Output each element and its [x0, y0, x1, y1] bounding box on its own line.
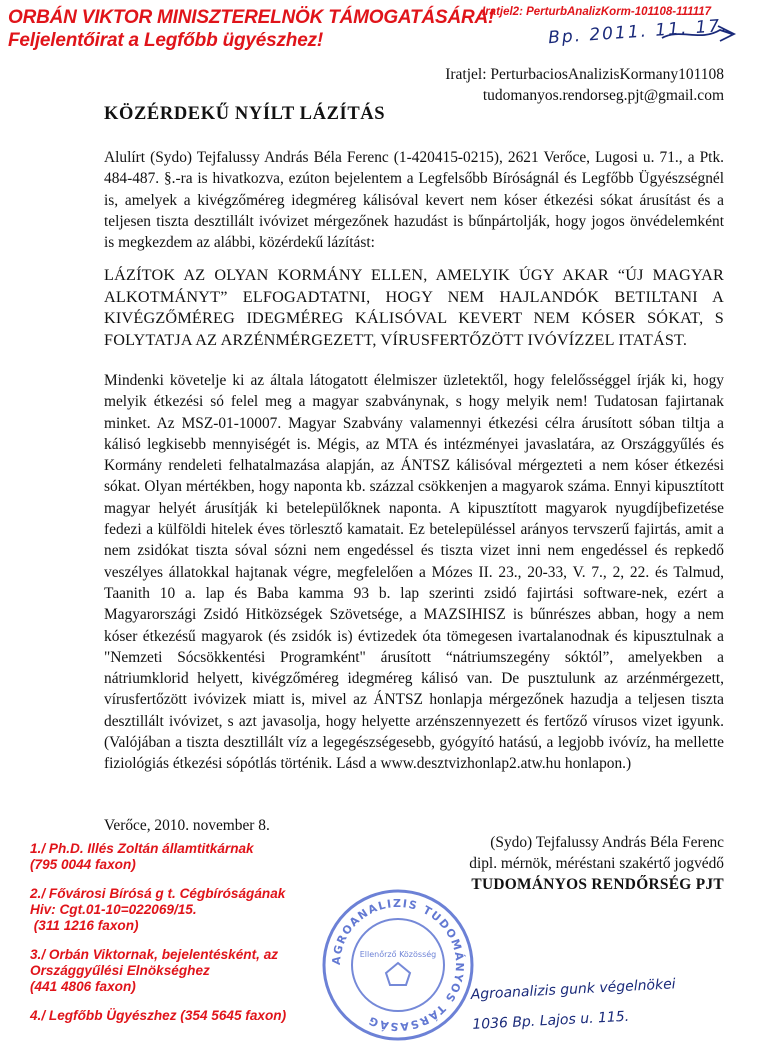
red-header	[8, 6, 494, 52]
iratjel-line: Iratjel: PerturbaciosAnalizisKormany101108	[445, 66, 724, 83]
handwritten-note	[470, 969, 678, 1040]
signature-org: TUDOMÁNYOS RENDŐRSÉG PJT	[471, 876, 724, 893]
recipient-item	[30, 947, 286, 995]
signature-role: dipl. mérnök, méréstani szakértő jogvédő	[469, 855, 724, 872]
signature-name: (Sydo) Tejfalussy András Béla Ferenc	[490, 834, 724, 851]
official-seal-icon	[318, 885, 478, 1045]
red-header-line2: Feljelentőirat a Legfőbb ügyészhez!	[8, 30, 323, 51]
recipients-list	[30, 841, 286, 1024]
paragraph-caps: LÁZÍTOK AZ OLYAN KORMÁNY ELLEN, AMELYIK ÚGY AKAR “ÚJ MAGYAR ALKOTMÁNYT” ELFOGADTATNI, HOGY NEM HAJLANDÓK BETILTANI A KIVÉGZŐMÉREG IDEGMÉREG KÁLISÓVAL KEVERT NEM KÓSER SÓKAT, S FOLYTATJA AZ ARZÉNMÉRGEZETT, VÍRUSFERTŐZÖTT IVÓVÍZZEL ITATÁST.	[104, 266, 724, 349]
svg-text:AGROANALIZIS TUDOMÁNYOS TÁRSAS	[330, 897, 466, 1033]
paragraph-main: Mindenki követelje ki az általa látogatott élelmiszer üzletektől, hogy felelősséggel írják ki, hogy melyik étkezési só felel meg a magyar szabványnak, s hogy melyik nem! Tudatosan fajirtanak minket. Az MSZ-01-10007. Magyar Szabvány valamennyi étkezési célra árusított sóban tiltja a kálisó legkisebb mennyiségét is. Mégis, az MTA és intézményei javaslatára, az Országgyűlés és Kormány rendeleti felhatalmazása alapján, az ÁNTSZ kálisóval mérgezteti a nem kóser étkezési sókat. Olyan mértékben, hogy naponta kb. százzal csökkenjen a magyarok száma. Ennyi kipusztított magyar helyét árusítják ki betelepülőknek naponta. A kipusztított magyarok nyugdíjbefizetése fedezi a külföldi hitelek éves törlesztő kamatait. Ez betelepüléssel arányos tervszerű fajirtás, amit a nem zsidókat tiszta sóval sózni nem engedéssel és tiszta vizet inni nem engedéssel és repkedő veszélyes állatokkal hajtanak végre, megfelelően a Mózes II. 23., 20-33, V. 7., 2, 22. és Talmud, Taanith 10 a. lap és Baba kamma 93 b. lap szerinti zsidó fajirtási software-nek, ezért a Magyarországi Zsidó Hitközségek Szövetsége, a MAZSIHISZ is bűnrészes abban, hogy a nem kóser étkezésű magyarok (és zsidók is) évtizedek óta tömegesen ivartalanodnak és kipusztulnak a "Nemzeti Sócsökkentési Programként" árusított “nátriumszegény sóktól”, amelyekben a nátriumklorid helyett, kivégzőméreg idegméreg kálisó van. De pusztulunk az arzénmérgezett, vírusfertőzött ivóvizek miatt is, mivel az ÁNTSZ honlapja mérgezőnek hazudja a teljesen tiszta desztillált ivóvizet, s azt javasolja, hogy helyette arzénszennyezett és fertőző vírusos vizet igyunk. (Valójában a tiszta desztillált víz a legegészségesebb, gyógyító hatású, a legjobb ivóvíz, ha mellette fiziológiás étkezési sópótlás történik. Lásd a www.desztvizhonlap2.atw.hu honlapon.)	[104, 372, 724, 773]
recipient-item	[30, 841, 286, 873]
recipient-item	[30, 1008, 286, 1024]
recipient-item	[30, 886, 286, 934]
recipient-line: (441 4806 faxon)	[30, 979, 136, 994]
email-line: tudomanyos.rendorseg.pjt@gmail.com	[482, 87, 724, 104]
signature-block	[469, 832, 724, 895]
red-header-line1: ORBÁN VIKTOR MINISZTERELNÖK TÁMOGATÁSÁRA!	[8, 7, 495, 28]
arrow-scribble-icon	[660, 22, 740, 44]
recipient-line: 3./ Orbán Viktornak, bejelentésként, az	[30, 947, 279, 962]
recipient-line: 1./ Ph.D. Illés Zoltán államtitkárnak	[30, 841, 254, 856]
place-date: Verőce, 2010. november 8.	[104, 817, 270, 834]
paragraph-intro: Alulírt (Sydo) Tejfalussy András Béla Ferenc (1-420415-0215), 2621 Verőce, Lugosi u. 71., a Ptk. 484-487. §.-ra is hivatkozva, ezúton bejelentem a Legfelsőbb Bíróságnál és Legfőbb Ügyészségnél is, amelyek a kivégzőméreg idegméreg kálisóval kevert nem kóser étkezési sókat árusítást és a teljesen tiszta desztillált ivóvizet mérgezőnek hazudást is bűnpártolják, hogy jogos önvédelemként is megkezdem az alábbi, közérdekű lázítást:	[104, 149, 724, 252]
document-title: KÖZÉRDEKŰ NYÍLT LÁZÍTÁS	[104, 104, 386, 124]
recipient-line: Hiv: Cgt.01-10=022069/15.	[30, 902, 197, 917]
handwritten-date: Bp. 2011. 11. 17.	[547, 15, 730, 49]
recipient-line: (795 0044 faxon)	[30, 857, 136, 872]
seal-ring-text: AGROANALIZIS TUDOMÁNYOS TÁRSASÁG	[329, 896, 467, 1034]
seal-inner-text: Ellenőrző Közösség	[359, 950, 437, 959]
reference-block	[445, 64, 724, 106]
recipient-line: (311 1216 faxon)	[30, 918, 139, 933]
handwritten-line1: Agroanalizis gunk végelnökei	[470, 976, 677, 1003]
handwritten-line2: 1036 Bp. Lajos u. 115.	[471, 1008, 630, 1033]
recipient-line: 2./ Fővárosi Bírósá g t. Cégbíróságának	[30, 886, 286, 901]
recipient-line: 4./ Legfőbb Ügyészhez (354 5645 faxon)	[30, 1008, 287, 1023]
iratjel2-label: Iratjel2: PerturbAnalizKorm-101108-111117	[482, 6, 712, 18]
recipient-line: Országgyűlési Elnökséghez	[30, 963, 210, 978]
